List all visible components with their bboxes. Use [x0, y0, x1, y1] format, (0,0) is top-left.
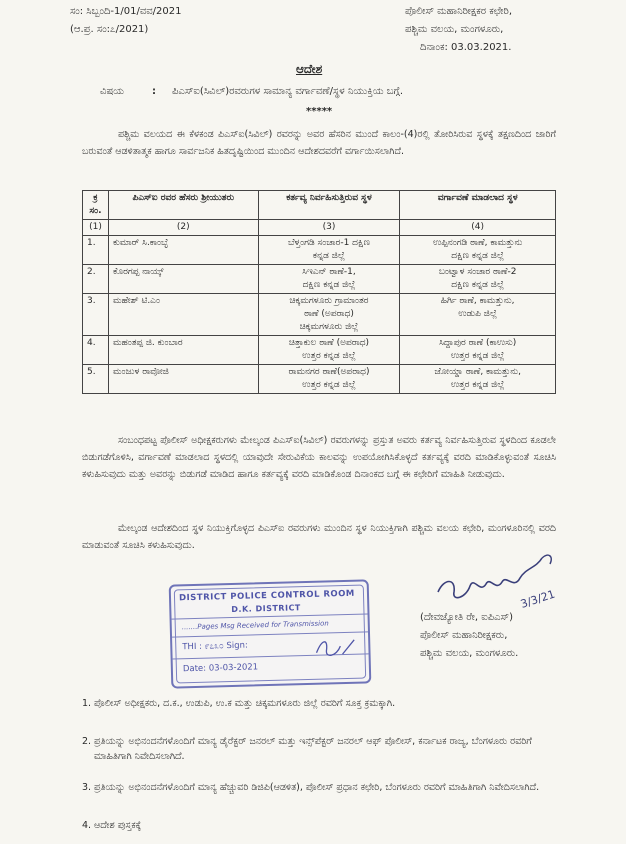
cell-serial: 5. — [83, 365, 109, 394]
subject-label: ವಿಷಯ — [100, 86, 124, 97]
list-item — [82, 818, 564, 833]
subject-colon: : — [152, 86, 156, 97]
cell-line: ಕನ್ನಡ ಜಿಲ್ಲೆ — [312, 251, 346, 261]
cell-line: ಚಿಕ್ಕಮಗಳೂರು ಗ್ರಾಮಾಂತರ — [289, 296, 369, 306]
cell-current-place — [258, 265, 400, 294]
cell-transferred-place — [400, 336, 556, 365]
cell-line: ರಾಮನಗರ ಠಾಣೆ(ಅಪರಾಧ) — [288, 367, 370, 377]
cell-name: ಕೊರಗಪ್ಪ ನಾಯ್ಕ್ — [108, 265, 258, 294]
column-header-transferred-place: ವರ್ಗಾವಣೆ ಮಾಡಲಾದ ಸ್ಥಳ — [400, 191, 556, 220]
stamp-initials-scribble — [312, 634, 361, 663]
order-date: ದಿನಾಂಕ: 03.03.2021. — [420, 42, 512, 53]
transfer-table — [82, 190, 556, 394]
list-item-text: ಪ್ರತಿಯನ್ನು ಅಭಿನಂದನೆಗಳೊಂದಿಗೆ ಮಾನ್ಯ ಡೈರೆಕ್ಟರ್ ಜನರಲ್ ಮತ್ತು ಇನ್ಸ್‌ಪೆಕ್ಟರ್ ಜನರಲ್ ಆಫ್ ಪೊಲೀಸ್, ಕರ್ನಾಟಕ ರಾಜ್ಯ, ಬೆಂಗಳೂರು ರವರಿಗೆ ಮಾಹಿತಿಗಾಗಿ ನಿವೇದಿಸಲಾಗಿದೆ. — [94, 736, 532, 762]
cell-transferred-place — [400, 294, 556, 336]
subject-text: ಪಿಎಸ್ಐ(ಸಿವಿಲ್)ರವರುಗಳ ಸಾಮಾನ್ಯ ವರ್ಗಾವಣೆ/ಸ್ಥಳ ನಿಯುಕ್ತಿಯ ಬಗ್ಗೆ. — [172, 86, 404, 97]
table-row — [83, 336, 556, 365]
office-line-1: ಪೊಲೀಸ್ ಮಹಾನಿರೀಕ್ಷಕರ ಕಛೇರಿ, — [405, 6, 512, 17]
reference-sub-number: (ಆ.ಪ್ರ. ಸಂ:೭/2021) — [70, 24, 149, 35]
list-item-number: 4. — [82, 820, 92, 831]
cell-line: ಉತ್ತರ ಕನ್ನಡ ಜಿಲ್ಲೆ — [302, 380, 356, 390]
signatory-name: (ದೇವಜ್ಯೋತಿ ರೇ, ಐಪಿಎಸ್) — [420, 612, 513, 623]
cell-line: ಬಂಟ್ವಾಳ ಸಂಚಾರ ಠಾಣೆ-2 — [438, 267, 517, 277]
list-item — [82, 734, 564, 764]
intro-paragraph: ಪಶ್ಚಿಮ ವಲಯದ ಈ ಕೆಳಕಂಡ ಪಿಎಸ್ಐ(ಸಿವಿಲ್) ರವರನ್ನು ಅವರ ಹೆಸರಿನ ಮುಂದೆ ಕಾಲಂ-(4)ರಲ್ಲಿ ತೋರಿಸಿರುವ ಸ್ಥಳಕ್ಕೆ ತಕ್ಷಣದಿಂದ ಜಾರಿಗೆ ಬರುವಂತೆ ಆಡಳಿತಾತ್ಮಕ ಹಾಗೂ ಸಾರ್ವಜನಿಕ ಹಿತದೃಷ್ಟಿಯಿಂದ ಮುಂದಿನ ಆದೇಶದವರೆಗೆ ವರ್ಗಾಯಿಸಲಾಗಿದೆ. — [82, 129, 556, 157]
cell-line: ದಕ್ಷಿಣ ಕನ್ನಡ ಜಿಲ್ಲೆ — [302, 280, 356, 290]
table-row — [83, 236, 556, 265]
stamp-line-1: DISTRICT POLICE CONTROL ROOM — [178, 588, 355, 604]
list-item — [82, 696, 564, 711]
table-row — [83, 294, 556, 336]
instructions-paragraph: ಸಂಬಂಧಪಟ್ಟ ಪೊಲೀಸ್ ಅಧೀಕ್ಷಕರುಗಳು ಮೇಲ್ಕಂಡ ಪಿಎಸ್ಐ(ಸಿವಿಲ್) ರವರುಗಳನ್ನು ಪ್ರಸ್ತುತ ಅವರು ಕರ್ತವ್ಯ ನಿರ್ವಹಿಸುತ್ತಿರುವ ಸ್ಥಳದಿಂದ ಕೂಡಲೇ ಬಿಡುಗಡೆಗೊಳಿಸಿ, ವರ್ಗಾವಣೆ ಮಾಡಲಾದ ಸ್ಥಳದಲ್ಲಿ ಯಾವುದೇ ಸೇರುವಿಕೆಯ ಕಾಲವನ್ನು ಉಪಯೋಗಿಸಿಕೊಳ್ಳದೆ ಕರ್ತವ್ಯಕ್ಕೆ ವರದಿ ಮಾಡಿಕೊಳ್ಳುವಂತೆ ಸೂಚಿಸಿ ಕಳುಹಿಸುವುದು ಮತ್ತು ಅವರನ್ನು ಬಿಡುಗಡೆ ಮಾಡಿದ ಹಾಗೂ ಕರ್ತವ್ಯಕ್ಕೆ ವರದಿ ಮಾಡಿಕೊಂಡ ದಿನಾಂಕದ ಬಗ್ಗೆ ಈ ಕಛೇರಿಗೆ ಮಾಹಿತಿ ನೀಡುವುದು. — [82, 435, 556, 480]
svg-text:3/3/21: 3/3/21 — [518, 587, 557, 611]
list-item-number: 2. — [82, 736, 92, 747]
cell-transferred-place — [400, 365, 556, 394]
cell-line: ಉತ್ತರ ಕನ್ನಡ ಜಿಲ್ಲೆ — [450, 351, 505, 361]
cell-line: ಜೋಯ್ಡಾ ಠಾಣೆ, ಕಾಮತ್ತುನು, — [434, 367, 521, 377]
cell-current-place — [258, 365, 400, 394]
control-room-stamp — [169, 579, 372, 688]
stamp-line-4: THI : ೯೭೩೦ Sign: — [182, 640, 248, 653]
separator-stars: ***** — [306, 106, 333, 117]
cell-line: ಉತ್ತರ ಕನ್ನಡ ಜಿಲ್ಲೆ — [302, 351, 356, 361]
handwritten-signature — [430, 548, 580, 614]
signatory-designation: ಪೊಲೀಸ್ ಮಹಾನಿರೀಕ್ಷಕರು, — [420, 630, 508, 641]
cell-line: ಉಡುಪಿ ಜಿಲ್ಲೆ — [458, 309, 498, 319]
cell-line: ಚಿತ್ತಾಕುಲ ಠಾಣೆ (ಅಪರಾಧ) — [288, 338, 370, 348]
cell-name: ಮಹೇಶ್ ಟಿ.ಎಂ — [108, 294, 258, 336]
cell-line: ಉತ್ತರ ಕನ್ನಡ ಜಿಲ್ಲೆ — [450, 380, 505, 390]
cell-name: ಕುಮಾರ್ ಸಿ.ಕಾಂಬ್ಳೆ — [108, 236, 258, 265]
page-title: ಆದೇಶ — [296, 62, 323, 76]
cell-name: ಮಹಂತಪ್ಪ ಜಿ. ಕುಂಬಾರ — [108, 336, 258, 365]
stamp-line-2: D.K. DISTRICT — [231, 603, 301, 615]
list-item-text: ಪೊಲೀಸ್ ಅಧೀಕ್ಷಕರು, ದ.ಕ., ಉಡುಪಿ, ಉ.ಕ ಮತ್ತು ಚಿಕ್ಕಮಗಳೂರು ಜಿಲ್ಲೆ ರವರಿಗೆ ಸೂಕ್ತ ಕ್ರಮಕ್ಕಾಗಿ. — [94, 698, 396, 709]
cell-serial: 2. — [83, 265, 109, 294]
table-header-row — [83, 191, 556, 220]
cell-serial: 1. — [83, 236, 109, 265]
cell-line: ದಕ್ಷಿಣ ಕನ್ನಡ ಜಿಲ್ಲೆ — [451, 251, 505, 261]
cell-line: ಠಾಣೆ (ಅಪರಾಧ) — [304, 309, 354, 319]
cell-transferred-place — [400, 265, 556, 294]
cell-line: ಸಿಇಎನ್ ಠಾಣೆ-1, — [302, 267, 356, 277]
cell-current-place — [258, 236, 400, 265]
cell-serial: 3. — [83, 294, 109, 336]
stamp-line-5: Date: 03-03-2021 — [182, 662, 259, 675]
cell-line: ಚಿಕ್ಕಮಗಳೂರು ಜಿಲ್ಲೆ — [299, 322, 359, 332]
column-header-name: ಪಿಎಸ್ಐ ರವರ ಹೆಸರು ಶ್ರೀಯುತರು — [108, 191, 258, 220]
column-number: (3) — [258, 220, 400, 236]
list-item-text: ಪ್ರತಿಯನ್ನು ಅಭಿನಂದನೆಗಳೊಂದಿಗೆ ಮಾನ್ಯ ಹೆಚ್ಚುವರಿ ಡಿಜಿಪಿ(ಆಡಳಿತ), ಪೊಲೀಸ್ ಪ್ರಧಾನ ಕಛೇರಿ, ಬೆಂಗಳೂರು ರವರಿಗೆ ಮಾಹಿತಿಗಾಗಿ ನಿವೇದಿಸಲಾಗಿದೆ. — [94, 782, 540, 793]
table-column-number-row — [83, 220, 556, 236]
column-header-current-place: ಕರ್ತವ್ಯ ನಿರ್ವಹಿಸುತ್ತಿರುವ ಸ್ಥಳ — [258, 191, 400, 220]
list-item — [82, 780, 564, 795]
cell-current-place — [258, 294, 400, 336]
cell-transferred-place — [400, 236, 556, 265]
stamp-line-3: .......Pages Msg Received for Transmission — [181, 619, 329, 632]
cell-line: ಬೆಳ್ತಂಗಡಿ ಸಂಚಾರ-1 ದಕ್ಷಿಣ — [287, 238, 370, 248]
cell-line: ದಕ್ಷಿಣ ಕನ್ನಡ ಜಿಲ್ಲೆ — [451, 280, 505, 290]
posting-paragraph: ಮೇಲ್ಕಂಡ ಆದೇಶದಿಂದ ಸ್ಥಳ ನಿಯುಕ್ತಿಗೊಳ್ಳದ ಪಿಎಸ್ಐ ರವರುಗಳು ಮುಂದಿನ ಸ್ಥಳ ನಿಯುಕ್ತಿಗಾಗಿ ಪಶ್ಚಿಮ ವಲಯ ಕಛೇರಿ, ಮಂಗಳೂರಿನಲ್ಲಿ ವರದಿ ಮಾಡುವಂತೆ ಸೂಚಿಸಿ ಕಳುಹಿಸುವುದು. — [82, 523, 556, 551]
cell-line: ಉಪ್ಪಿನಂಗಡಿ ಠಾಣೆ, ಕಾಮತ್ತುನು — [432, 238, 523, 248]
table-row — [83, 265, 556, 294]
cell-name: ಮಂಜುಳ ರಾವೋಜಿ — [108, 365, 258, 394]
list-item-number: 3. — [82, 782, 92, 793]
reference-number: ಸಂ: ಸಿಬ್ಬಂದಿ-1/01/ವವ/2021 — [70, 6, 182, 17]
column-header-serial: ಕ್ರ ಸಂ. — [83, 191, 109, 220]
list-item-number: 1. — [82, 698, 92, 709]
cell-line: ಹಿರ್ಗಿ ಠಾಣೆ, ಕಾಮತ್ತುನು, — [440, 296, 515, 306]
column-number: (1) — [83, 220, 109, 236]
table-row — [83, 365, 556, 394]
cell-serial: 4. — [83, 336, 109, 365]
cell-line: ಸಿದ್ದಾಪುರ ಠಾಣೆ (ಕಾಉಸು) — [439, 338, 517, 348]
signatory-office: ಪಶ್ಚಿಮ ವಲಯ, ಮಂಗಳೂರು. — [420, 648, 519, 659]
cell-current-place — [258, 336, 400, 365]
list-item-text: ಆದೇಶ ಪುಸ್ತಕಕ್ಕೆ — [94, 820, 142, 831]
column-number: (2) — [108, 220, 258, 236]
office-line-2: ಪಶ್ಚಿಮ ವಲಯ, ಮಂಗಳೂರು, — [405, 24, 504, 35]
column-number: (4) — [400, 220, 556, 236]
